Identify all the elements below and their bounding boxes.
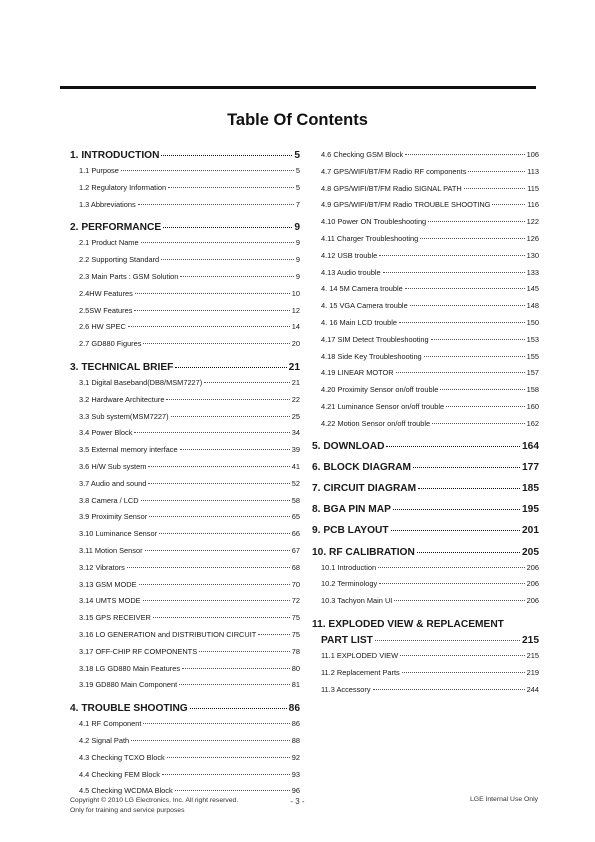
toc-subsection-entry[interactable]: [312, 318, 539, 335]
toc-entry-label: 3.4 Power Block: [79, 428, 133, 438]
toc-subsection-entry[interactable]: [312, 217, 539, 234]
toc-section-entry[interactable]: [70, 362, 300, 378]
dot-leader: [410, 305, 525, 306]
toc-subsection-entry[interactable]: [312, 150, 539, 167]
toc-entry-label: 4.6 Checking GSM Block: [321, 150, 404, 159]
toc-right-column: [312, 150, 539, 701]
page-number: - 3 -: [290, 797, 305, 806]
toc-entry-label: 5. DOWNLOAD: [312, 440, 385, 452]
toc-page-number: 185: [522, 482, 539, 494]
toc-page-number: 219: [526, 667, 539, 677]
dot-leader: [175, 790, 290, 791]
toc-subsection-entry[interactable]: [312, 651, 539, 668]
toc-section-entry[interactable]: [312, 547, 539, 563]
toc-subsection-entry[interactable]: [312, 596, 539, 613]
dot-leader: [400, 655, 525, 656]
dot-leader: [153, 617, 290, 618]
toc-entry-label: 3.17 OFF-CHIP RF COMPONENTS: [79, 646, 198, 656]
copyright-text: Copyright © 2010 LG Electronics. Inc. All right reserved.: [70, 797, 239, 804]
toc-entry-label: 3.15 GPS RECEIVER: [79, 613, 151, 623]
toc-entry-label: 3.11 Motion Sensor: [79, 545, 143, 555]
toc-entry-label: 9. PCB LAYOUT: [312, 524, 389, 536]
toc-entry-label: 10.1 Introduction: [321, 562, 377, 572]
toc-page-number: 158: [526, 385, 539, 395]
toc-entry-label: 1.2 Regulatory Information: [79, 182, 167, 192]
dot-leader: [440, 389, 524, 390]
dot-leader: [171, 416, 290, 417]
toc-subsection-entry[interactable]: [312, 352, 539, 369]
toc-page-number: 206: [526, 596, 539, 606]
dot-leader: [141, 242, 294, 243]
toc-subsection-entry[interactable]: [312, 385, 539, 402]
toc-page-number: 86: [291, 719, 300, 729]
dot-leader: [468, 171, 525, 172]
dot-leader: [180, 449, 290, 450]
toc-section-entry[interactable]: [312, 504, 539, 520]
toc-subsection-entry[interactable]: [70, 166, 300, 183]
toc-entry-label: 3.2 Hardware Architecture: [79, 394, 165, 404]
toc-page-number: 39: [291, 445, 300, 455]
toc-subsection-entry[interactable]: [70, 339, 300, 356]
dot-leader: [175, 367, 286, 368]
toc-page-number: 68: [291, 562, 300, 572]
dot-leader: [417, 552, 520, 553]
top-rule: [60, 86, 536, 89]
toc-subsection-entry[interactable]: [70, 596, 300, 613]
dot-leader: [143, 723, 289, 724]
toc-page-number: 215: [522, 634, 539, 646]
toc-entry-label: 4.20 Proximity Sensor on/off trouble: [321, 385, 439, 395]
toc-entry-label: 3.16 LO GENERATION and DISTRIBUTION CIRCUIT: [79, 629, 257, 639]
toc-section-entry[interactable]: [70, 150, 300, 166]
dot-leader: [138, 204, 294, 205]
toc-section-entry[interactable]: [70, 703, 300, 719]
toc-entry-label: 2.2 Supporting Standard: [79, 255, 160, 265]
toc-subsection-entry[interactable]: [70, 664, 300, 681]
toc-entry-label: 4.18 Side Key Troubleshooting: [321, 351, 422, 361]
toc-subsection-entry[interactable]: [70, 412, 300, 429]
dot-leader: [379, 583, 525, 584]
dot-leader: [135, 293, 290, 294]
toc-entry-label: 4.7 GPS/WIFI/BT/FM Radio RF components: [321, 166, 467, 176]
toc-entry-label: 2.5SW Features: [79, 305, 133, 315]
toc-page-number: 5: [295, 166, 300, 175]
toc-page-number: 93: [291, 769, 300, 779]
toc-entry-label: 4. 15 VGA Camera trouble: [321, 301, 408, 311]
toc-entry-label: 3.19 GD880 Main Component: [79, 680, 178, 690]
dot-leader: [405, 288, 525, 289]
training-text: Only for training and service purposes: [70, 807, 185, 814]
toc-page-number: 72: [291, 596, 300, 606]
dot-leader: [163, 227, 292, 228]
toc-page-number: 12: [291, 305, 300, 315]
toc-subsection-entry[interactable]: [70, 289, 300, 306]
toc-entry-label: 4.12 USB trouble: [321, 250, 378, 260]
toc-entry-label: 3.14 UMTS MODE: [79, 596, 141, 606]
toc-page-number: 155: [526, 351, 539, 361]
dot-leader: [424, 356, 525, 357]
toc-subsection-entry[interactable]: [312, 234, 539, 251]
toc-page-number: 195: [522, 503, 539, 515]
dot-leader: [134, 432, 289, 433]
toc-page-number: 10: [291, 288, 300, 298]
toc-subsection-entry[interactable]: [70, 306, 300, 323]
toc-page-number: 215: [526, 650, 539, 660]
dot-leader: [167, 757, 290, 758]
toc-entry-label: 3. TECHNICAL BRIEF: [70, 361, 174, 373]
toc-page-number: 157: [526, 368, 539, 378]
toc-subsection-entry[interactable]: [312, 685, 539, 702]
toc-page-number: 96: [291, 786, 300, 796]
toc-subsection-entry[interactable]: [70, 647, 300, 664]
toc-entry-label: PART LIST: [321, 634, 373, 646]
toc-subsection-entry[interactable]: [70, 255, 300, 272]
toc-subsection-entry[interactable]: [312, 668, 539, 685]
toc-page-number: 9: [295, 255, 300, 265]
toc-page-number: 5: [294, 150, 300, 161]
toc-subsection-entry[interactable]: [312, 268, 539, 285]
internal-use-label: LGE Internal Use Only: [470, 796, 538, 803]
toc-subsection-entry[interactable]: [70, 563, 300, 580]
toc-entry-label: 4.17 SIM Detect Troubleshooting: [321, 334, 429, 344]
toc-page-number: 150: [526, 317, 539, 327]
toc-subsection-entry[interactable]: [70, 719, 300, 736]
dot-leader: [399, 322, 525, 323]
toc-page-number: 58: [291, 495, 300, 505]
toc-entry-label: 4.4 Checking FEM Block: [79, 769, 160, 779]
toc-entry-label: 2.3 Main Parts : GSM Solution: [79, 271, 179, 281]
toc-section-heading[interactable]: [312, 619, 539, 635]
dot-leader: [258, 634, 289, 635]
toc-page-number: 205: [522, 546, 539, 558]
toc-page-number: 5: [295, 182, 300, 192]
toc-subsection-entry[interactable]: [312, 419, 539, 436]
toc-entry-label: 4. 16 Main LCD trouble: [321, 317, 397, 327]
toc-entry-label: 11.3 Accessory: [321, 684, 371, 694]
dot-leader: [413, 467, 520, 468]
dot-leader: [386, 446, 520, 447]
toc-page-number: 78: [291, 646, 300, 656]
dot-leader: [383, 272, 525, 273]
toc-entry-label: 6. BLOCK DIAGRAM: [312, 461, 412, 473]
toc-page-number: 130: [526, 250, 539, 260]
toc-page-number: 244: [526, 684, 539, 694]
toc-page-number: 145: [526, 284, 539, 294]
toc-page-number: 21: [288, 361, 300, 373]
toc-section-entry[interactable]: [312, 483, 539, 499]
dot-leader: [182, 668, 290, 669]
dot-leader: [139, 584, 290, 585]
dot-leader: [199, 651, 290, 652]
dot-leader: [161, 259, 294, 260]
toc-subsection-entry[interactable]: [312, 167, 539, 184]
toc-subsection-entry[interactable]: [70, 428, 300, 445]
toc-entry-label: 3.8 Camera / LCD: [79, 495, 139, 505]
toc-subsection-entry[interactable]: [312, 579, 539, 596]
toc-page-number: 22: [291, 394, 300, 404]
toc-page-number: 201: [522, 524, 539, 536]
toc-page-number: 65: [291, 512, 300, 522]
dot-leader: [162, 774, 290, 775]
dot-leader: [128, 326, 290, 327]
dot-leader: [375, 640, 520, 641]
toc-entry-label: 3.5 External memory interface: [79, 445, 178, 455]
toc-entry-label: 10.3 Tachyon Main UI: [321, 596, 393, 606]
toc-page-number: 75: [291, 613, 300, 623]
toc-subsection-entry[interactable]: [312, 402, 539, 419]
dot-leader: [204, 382, 290, 383]
dot-leader: [141, 500, 290, 501]
toc-entry-label: 10. RF CALIBRATION: [312, 546, 415, 558]
dot-leader: [190, 708, 287, 709]
toc-entry-label: 3.18 LG GD880 Main Features: [79, 663, 181, 673]
dot-leader: [373, 689, 525, 690]
toc-subsection-entry[interactable]: [70, 580, 300, 597]
toc-entry-label: 4.22 Motion Sensor on/off trouble: [321, 418, 431, 428]
toc-section-entry[interactable]: [70, 222, 300, 238]
toc-page-number: 52: [291, 478, 300, 488]
toc-entry-label: 3.6 H/W Sub system: [79, 461, 147, 471]
toc-subsection-entry[interactable]: [70, 445, 300, 462]
toc-page-number: 67: [291, 545, 300, 555]
toc-subsection-entry[interactable]: [312, 301, 539, 318]
toc-page-number: 206: [526, 579, 539, 589]
dot-leader: [492, 204, 525, 205]
toc-page-number: 133: [526, 267, 539, 277]
page-title: Table Of Contents: [227, 111, 368, 129]
dot-leader: [379, 255, 524, 256]
toc-entry-label: 2. PERFORMANCE: [70, 222, 162, 234]
toc-page-number: 92: [291, 752, 300, 762]
toc-subsection-entry[interactable]: [312, 251, 539, 268]
dot-leader: [396, 372, 525, 373]
dot-leader: [464, 188, 525, 189]
dot-leader: [121, 170, 294, 171]
toc-entry-label: 4.21 Luminance Sensor on/off trouble: [321, 401, 445, 411]
toc-subsection-entry[interactable]: [70, 200, 300, 217]
toc-section-entry[interactable]: [312, 635, 539, 651]
dot-leader: [394, 600, 524, 601]
toc-entry-label: 4.10 Power ON Troubleshooting: [321, 217, 427, 227]
dot-leader: [168, 187, 294, 188]
toc-entry-label: 10.2 Terminology: [321, 579, 378, 589]
toc-subsection-entry[interactable]: [312, 284, 539, 301]
toc-entry-label: 4.2 Signal Path: [79, 735, 130, 745]
dot-leader: [143, 343, 289, 344]
toc-entry-label: 3.7 Audio and sound: [79, 478, 147, 488]
toc-entry-label: 4.8 GPS/WIFI/BT/FM Radio SIGNAL PATH: [321, 183, 462, 193]
dot-leader: [148, 483, 289, 484]
toc-entry-label: 2.6 HW SPEC: [79, 322, 126, 332]
toc-subsection-entry[interactable]: [312, 184, 539, 201]
dot-leader: [180, 276, 293, 277]
toc-entry-label: 4.3 Checking TCXO Block: [79, 752, 165, 762]
toc-entry-label: 11.2 Replacement Parts: [321, 667, 400, 677]
dot-leader: [145, 550, 290, 551]
toc-section-entry[interactable]: [312, 441, 539, 457]
toc-entry-label: 2.4HW Features: [79, 288, 133, 298]
toc-page-number: 162: [526, 418, 539, 428]
dot-leader: [446, 406, 525, 407]
toc-page-number: 9: [295, 238, 300, 248]
dot-leader: [402, 672, 525, 673]
toc-page-number: 75: [291, 629, 300, 639]
toc-subsection-entry[interactable]: [70, 680, 300, 697]
dot-leader: [432, 423, 525, 424]
toc-entry-label: 4.11 Charger Troubleshooting: [321, 233, 419, 243]
toc-section-entry[interactable]: [312, 525, 539, 541]
toc-subsection-entry[interactable]: [70, 736, 300, 753]
toc-subsection-entry[interactable]: [312, 368, 539, 385]
toc-entry-label: 8. BGA PIN MAP: [312, 503, 391, 515]
toc-entry-label: 11.1 EXPLODED VIEW: [321, 650, 399, 660]
toc-entry-label: 3.12 Vibrators: [79, 562, 125, 572]
toc-page-number: 21: [291, 377, 300, 387]
toc-page-number: 164: [522, 440, 539, 452]
toc-page-number: 9: [294, 222, 300, 234]
toc-entry-label: 2.1 Product Name: [79, 238, 139, 248]
toc-page-number: 14: [291, 322, 300, 332]
dot-leader: [143, 600, 290, 601]
toc-subsection-entry[interactable]: [70, 183, 300, 200]
toc-entry-label: 1.3 Abbreviations: [79, 199, 136, 209]
toc-page-number: 80: [291, 663, 300, 673]
toc-page-number: 9: [295, 271, 300, 281]
toc-entry-label: 2.7 GD880 Figures: [79, 339, 142, 349]
toc-entry-label: 11. EXPLODED VIEW & REPLACEMENT: [312, 618, 504, 630]
toc-page-number: 206: [526, 562, 539, 572]
toc-entry-label: 4. TROUBLE SHOOTING: [70, 703, 188, 715]
dot-leader: [149, 516, 290, 517]
dot-leader: [179, 684, 290, 685]
toc-subsection-entry[interactable]: [70, 322, 300, 339]
toc-entry-label: 4.9 GPS/WIFI/BT/FM Radio TROUBLE SHOOTING: [321, 200, 491, 210]
dot-leader: [134, 310, 289, 311]
dot-leader: [391, 530, 520, 531]
toc-page-number: 153: [526, 334, 539, 344]
toc-section-entry[interactable]: [312, 462, 539, 478]
toc-page-number: 116: [527, 200, 539, 210]
toc-page-number: 115: [527, 183, 539, 193]
toc-subsection-entry[interactable]: [70, 496, 300, 513]
dot-leader: [431, 339, 525, 340]
toc-entry-label: 4. 14 5M Camera trouble: [321, 284, 403, 294]
toc-subsection-entry[interactable]: [70, 512, 300, 529]
toc-page-number: 122: [526, 217, 539, 227]
dot-leader: [159, 533, 290, 534]
toc-entry-label: 3.13 GSM MODE: [79, 579, 137, 589]
dot-leader: [131, 740, 290, 741]
toc-page-number: 177: [522, 461, 539, 473]
toc-entry-label: 3.10 Luminance Sensor: [79, 529, 158, 539]
toc-entry-label: 3.3 Sub system(MSM7227): [79, 411, 169, 421]
toc-page-number: 70: [291, 579, 300, 589]
toc-subsection-entry[interactable]: [70, 770, 300, 787]
toc-subsection-entry[interactable]: [70, 479, 300, 496]
toc-subsection-entry[interactable]: [70, 395, 300, 412]
toc-left-column: [70, 150, 300, 803]
dot-leader: [127, 567, 290, 568]
dot-leader: [393, 509, 520, 510]
toc-subsection-entry[interactable]: [70, 753, 300, 770]
toc-entry-label: 3.9 Proximity Sensor: [79, 512, 148, 522]
toc-page-number: 41: [291, 461, 300, 471]
toc-page-number: 126: [526, 233, 539, 243]
dot-leader: [428, 221, 524, 222]
toc-page-number: 66: [291, 529, 300, 539]
toc-page-number: 88: [291, 735, 300, 745]
toc-page-number: 160: [526, 401, 539, 411]
toc-entry-label: 4.13 Audio trouble: [321, 267, 381, 277]
dot-leader: [148, 466, 289, 467]
toc-subsection-entry[interactable]: [70, 238, 300, 255]
toc-subsection-entry[interactable]: [312, 563, 539, 580]
toc-subsection-entry[interactable]: [70, 613, 300, 630]
toc-subsection-entry[interactable]: [70, 272, 300, 289]
toc-page-number: 25: [291, 411, 300, 421]
toc-entry-label: 3.1 Digital Baseband(DB8/MSM7227): [79, 377, 203, 387]
dot-leader: [420, 238, 524, 239]
toc-subsection-entry[interactable]: [70, 529, 300, 546]
toc-subsection-entry[interactable]: [312, 335, 539, 352]
toc-page-number: 7: [295, 199, 300, 209]
toc-entry-label: 4.19 LINEAR MOTOR: [321, 368, 394, 378]
toc-entry-label: 1. INTRODUCTION: [70, 150, 160, 161]
toc-entry-label: 4.1 RF Component: [79, 719, 142, 729]
toc-page-number: 113: [527, 166, 539, 176]
dot-leader: [161, 155, 292, 156]
toc-page-number: 106: [526, 150, 539, 159]
toc-page-number: 34: [291, 428, 300, 438]
toc-subsection-entry[interactable]: [70, 546, 300, 563]
dot-leader: [405, 154, 525, 155]
toc-page-number: 81: [291, 680, 300, 690]
toc-page-number: 20: [291, 339, 300, 349]
toc-subsection-entry[interactable]: [70, 630, 300, 647]
dot-leader: [418, 488, 520, 489]
toc-entry-label: 7. CIRCUIT DIAGRAM: [312, 482, 417, 494]
toc-entry-label: 4.5 Checking WCDMA Block: [79, 786, 173, 796]
toc-page-number: 86: [288, 703, 300, 715]
toc-entry-label: 1.1 Purpose: [79, 166, 119, 175]
toc-subsection-entry[interactable]: [70, 378, 300, 395]
dot-leader: [378, 567, 525, 568]
toc-page-number: 148: [526, 301, 539, 311]
toc-subsection-entry[interactable]: [70, 462, 300, 479]
toc-subsection-entry[interactable]: [312, 200, 539, 217]
dot-leader: [166, 399, 289, 400]
